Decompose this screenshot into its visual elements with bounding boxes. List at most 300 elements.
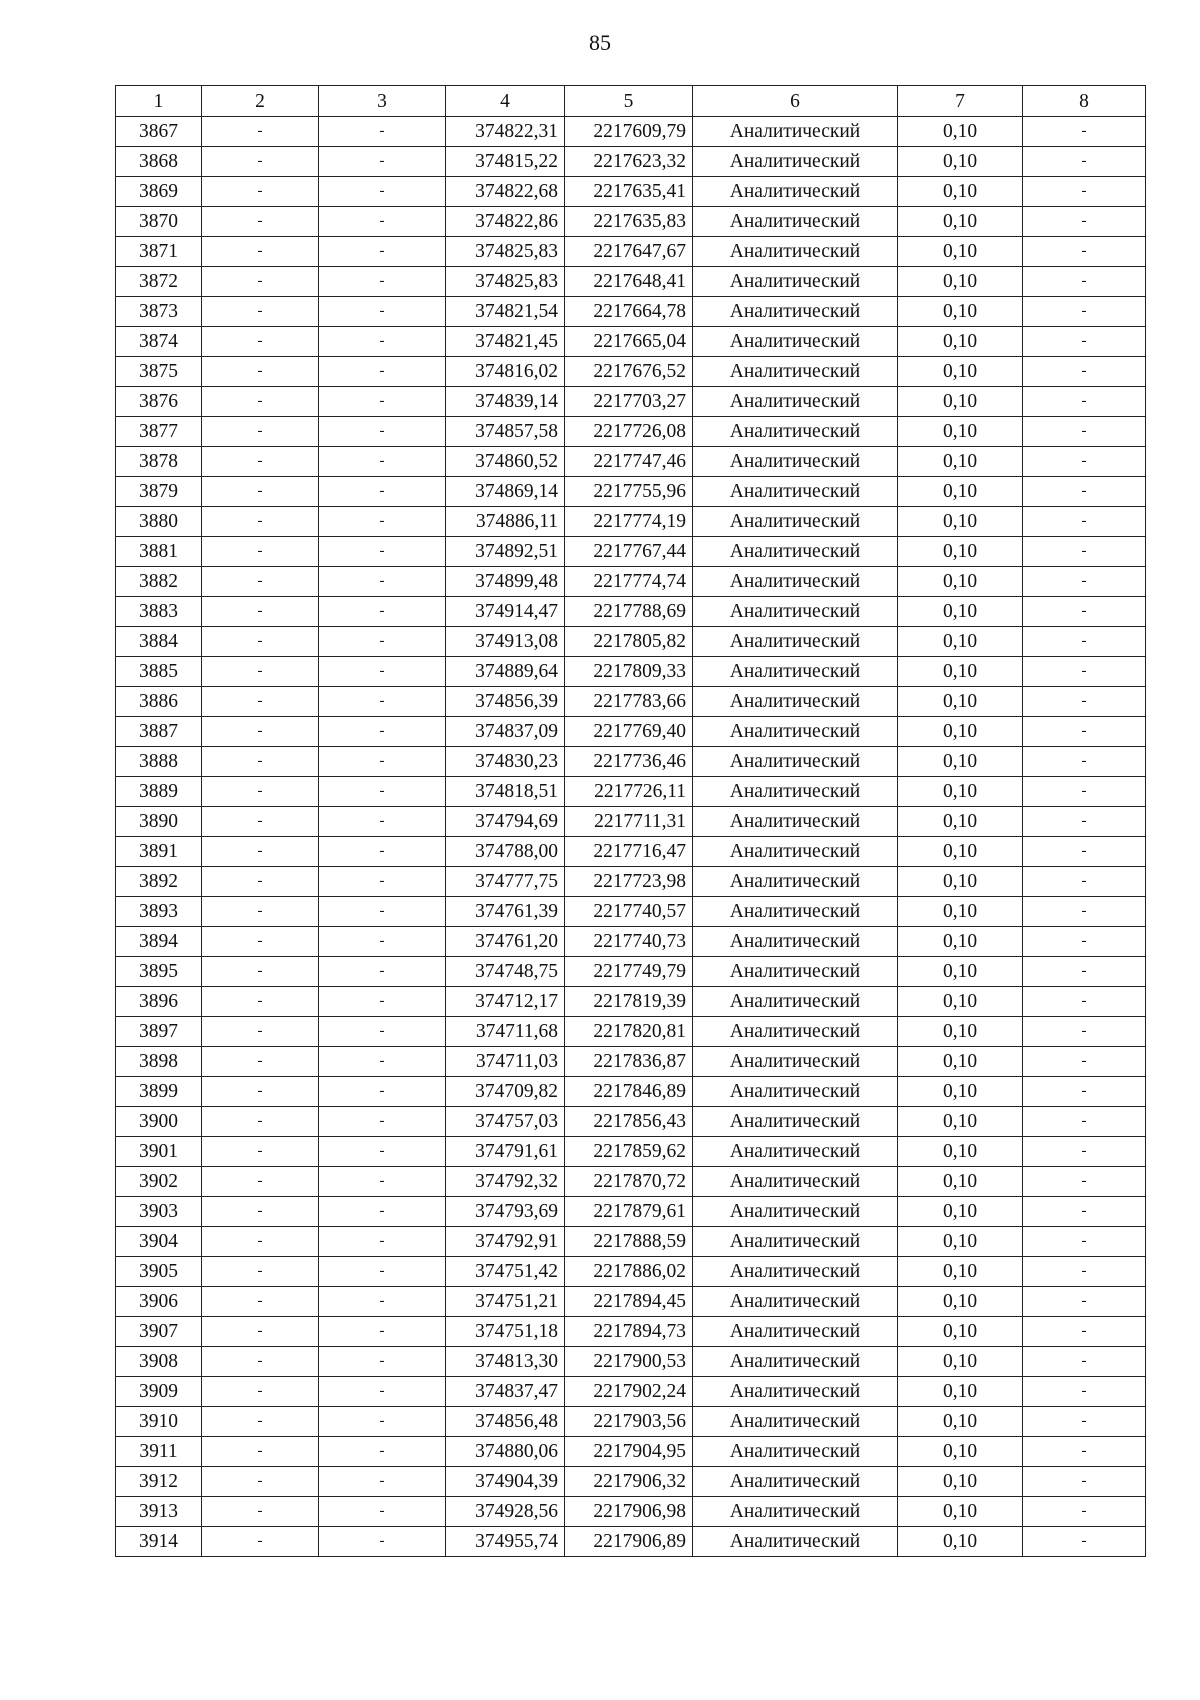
table-row [116,267,1146,297]
table-row [116,1107,1146,1137]
point-number-cell: 3875 [116,357,202,387]
table-row [116,927,1146,957]
accuracy-cell: 0,10 [898,1077,1023,1107]
point-number-cell: 3909 [116,1377,202,1407]
point-number-cell: 3906 [116,1287,202,1317]
y-coordinate-cell: 2217809,33 [565,657,693,687]
x-coordinate-cell: 374914,47 [446,597,565,627]
accuracy-cell: 0,10 [898,1287,1023,1317]
table-row [116,957,1146,987]
y-coordinate-cell: 2217894,45 [565,1287,693,1317]
point-number-cell: 3893 [116,897,202,927]
col2-cell: - [202,267,319,297]
col2-cell: - [202,1137,319,1167]
y-coordinate-cell: 2217820,81 [565,1017,693,1047]
point-number-cell: 3876 [116,387,202,417]
y-coordinate-cell: 2217906,32 [565,1467,693,1497]
col8-cell: - [1023,717,1146,747]
y-coordinate-cell: 2217870,72 [565,1167,693,1197]
col2-cell: - [202,1377,319,1407]
point-number-cell: 3885 [116,657,202,687]
col3-cell: - [319,387,446,417]
method-cell: Аналитический [693,177,898,207]
col3-cell: - [319,1047,446,1077]
y-coordinate-cell: 2217788,69 [565,597,693,627]
y-coordinate-cell: 2217836,87 [565,1047,693,1077]
table-body [116,117,1146,1557]
col3-cell: - [319,807,446,837]
table-row [116,357,1146,387]
y-coordinate-cell: 2217623,32 [565,147,693,177]
point-number-cell: 3884 [116,627,202,657]
point-number-cell: 3898 [116,1047,202,1077]
method-cell: Аналитический [693,1377,898,1407]
x-coordinate-cell: 374822,68 [446,177,565,207]
col8-cell: - [1023,837,1146,867]
method-cell: Аналитический [693,1047,898,1077]
method-cell: Аналитический [693,1437,898,1467]
point-number-cell: 3901 [116,1137,202,1167]
column-header: 2 [202,86,319,117]
y-coordinate-cell: 2217664,78 [565,297,693,327]
col2-cell: - [202,477,319,507]
point-number-cell: 3907 [116,1317,202,1347]
method-cell: Аналитический [693,987,898,1017]
x-coordinate-cell: 374794,69 [446,807,565,837]
col8-cell: - [1023,387,1146,417]
col2-cell: - [202,1257,319,1287]
accuracy-cell: 0,10 [898,837,1023,867]
accuracy-cell: 0,10 [898,747,1023,777]
col3-cell: - [319,357,446,387]
accuracy-cell: 0,10 [898,657,1023,687]
table-row [116,327,1146,357]
x-coordinate-cell: 374712,17 [446,987,565,1017]
x-coordinate-cell: 374751,42 [446,1257,565,1287]
y-coordinate-cell: 2217665,04 [565,327,693,357]
col2-cell: - [202,237,319,267]
col2-cell: - [202,1047,319,1077]
x-coordinate-cell: 374788,00 [446,837,565,867]
column-header: 7 [898,86,1023,117]
y-coordinate-cell: 2217711,31 [565,807,693,837]
accuracy-cell: 0,10 [898,387,1023,417]
table-row [116,987,1146,1017]
col3-cell: - [319,1467,446,1497]
col8-cell: - [1023,537,1146,567]
x-coordinate-cell: 374792,32 [446,1167,565,1197]
method-cell: Аналитический [693,357,898,387]
accuracy-cell: 0,10 [898,897,1023,927]
x-coordinate-cell: 374761,39 [446,897,565,927]
col2-cell: - [202,1107,319,1137]
x-coordinate-cell: 374860,52 [446,447,565,477]
y-coordinate-cell: 2217747,46 [565,447,693,477]
table-row [116,807,1146,837]
accuracy-cell: 0,10 [898,927,1023,957]
col3-cell: - [319,837,446,867]
col8-cell: - [1023,597,1146,627]
col3-cell: - [319,1227,446,1257]
y-coordinate-cell: 2217900,53 [565,1347,693,1377]
column-header: 3 [319,86,446,117]
col8-cell: - [1023,177,1146,207]
col3-cell: - [319,327,446,357]
method-cell: Аналитический [693,1467,898,1497]
method-cell: Аналитический [693,327,898,357]
col3-cell: - [319,657,446,687]
table-row [116,417,1146,447]
accuracy-cell: 0,10 [898,177,1023,207]
accuracy-cell: 0,10 [898,1227,1023,1257]
point-number-cell: 3914 [116,1527,202,1557]
x-coordinate-cell: 374748,75 [446,957,565,987]
col8-cell: - [1023,477,1146,507]
x-coordinate-cell: 374889,64 [446,657,565,687]
accuracy-cell: 0,10 [898,1437,1023,1467]
col8-cell: - [1023,807,1146,837]
x-coordinate-cell: 374821,45 [446,327,565,357]
col2-cell: - [202,897,319,927]
col8-cell: - [1023,1317,1146,1347]
col3-cell: - [319,1257,446,1287]
accuracy-cell: 0,10 [898,1047,1023,1077]
x-coordinate-cell: 374837,09 [446,717,565,747]
y-coordinate-cell: 2217703,27 [565,387,693,417]
point-number-cell: 3905 [116,1257,202,1287]
x-coordinate-cell: 374825,83 [446,237,565,267]
accuracy-cell: 0,10 [898,867,1023,897]
col3-cell: - [319,477,446,507]
x-coordinate-cell: 374709,82 [446,1077,565,1107]
table-row [116,297,1146,327]
y-coordinate-cell: 2217819,39 [565,987,693,1017]
col3-cell: - [319,1137,446,1167]
col2-cell: - [202,687,319,717]
table-row [116,747,1146,777]
accuracy-cell: 0,10 [898,1467,1023,1497]
col2-cell: - [202,1467,319,1497]
table-row [116,567,1146,597]
point-number-cell: 3878 [116,447,202,477]
col2-cell: - [202,327,319,357]
x-coordinate-cell: 374821,54 [446,297,565,327]
table-row [116,1137,1146,1167]
col3-cell: - [319,237,446,267]
y-coordinate-cell: 2217609,79 [565,117,693,147]
x-coordinate-cell: 374757,03 [446,1107,565,1137]
accuracy-cell: 0,10 [898,237,1023,267]
col2-cell: - [202,447,319,477]
col2-cell: - [202,147,319,177]
method-cell: Аналитический [693,1017,898,1047]
point-number-cell: 3890 [116,807,202,837]
x-coordinate-cell: 374886,11 [446,507,565,537]
col2-cell: - [202,507,319,537]
table-row [116,1527,1146,1557]
col8-cell: - [1023,147,1146,177]
col2-cell: - [202,1197,319,1227]
y-coordinate-cell: 2217846,89 [565,1077,693,1107]
method-cell: Аналитический [693,1137,898,1167]
col8-cell: - [1023,1197,1146,1227]
method-cell: Аналитический [693,147,898,177]
col3-cell: - [319,207,446,237]
col8-cell: - [1023,117,1146,147]
point-number-cell: 3892 [116,867,202,897]
accuracy-cell: 0,10 [898,1407,1023,1437]
x-coordinate-cell: 374899,48 [446,567,565,597]
col2-cell: - [202,807,319,837]
accuracy-cell: 0,10 [898,1377,1023,1407]
col3-cell: - [319,777,446,807]
x-coordinate-cell: 374955,74 [446,1527,565,1557]
col2-cell: - [202,717,319,747]
col3-cell: - [319,1077,446,1107]
point-number-cell: 3886 [116,687,202,717]
method-cell: Аналитический [693,297,898,327]
table-row [116,1017,1146,1047]
col2-cell: - [202,867,319,897]
col3-cell: - [319,177,446,207]
y-coordinate-cell: 2217783,66 [565,687,693,717]
method-cell: Аналитический [693,207,898,237]
page-number: 85 [589,30,611,55]
point-number-cell: 3873 [116,297,202,327]
accuracy-cell: 0,10 [898,417,1023,447]
point-number-cell: 3894 [116,927,202,957]
y-coordinate-cell: 2217894,73 [565,1317,693,1347]
col8-cell: - [1023,1287,1146,1317]
y-coordinate-cell: 2217859,62 [565,1137,693,1167]
col2-cell: - [202,1317,319,1347]
x-coordinate-cell: 374825,83 [446,267,565,297]
accuracy-cell: 0,10 [898,1497,1023,1527]
col8-cell: - [1023,627,1146,657]
y-coordinate-cell: 2217723,98 [565,867,693,897]
table-row [116,777,1146,807]
method-cell: Аналитический [693,1197,898,1227]
x-coordinate-cell: 374751,21 [446,1287,565,1317]
col2-cell: - [202,387,319,417]
accuracy-cell: 0,10 [898,627,1023,657]
y-coordinate-cell: 2217879,61 [565,1197,693,1227]
col2-cell: - [202,1167,319,1197]
x-coordinate-cell: 374869,14 [446,477,565,507]
method-cell: Аналитический [693,1257,898,1287]
col8-cell: - [1023,1467,1146,1497]
table-row [116,147,1146,177]
y-coordinate-cell: 2217888,59 [565,1227,693,1257]
method-cell: Аналитический [693,477,898,507]
col8-cell: - [1023,1497,1146,1527]
col3-cell: - [319,1317,446,1347]
col2-cell: - [202,357,319,387]
accuracy-cell: 0,10 [898,1197,1023,1227]
col8-cell: - [1023,1527,1146,1557]
col8-cell: - [1023,987,1146,1017]
x-coordinate-cell: 374857,58 [446,417,565,447]
table-row [116,717,1146,747]
point-number-cell: 3896 [116,987,202,1017]
col8-cell: - [1023,1137,1146,1167]
method-cell: Аналитический [693,417,898,447]
col8-cell: - [1023,897,1146,927]
col3-cell: - [319,687,446,717]
method-cell: Аналитический [693,777,898,807]
x-coordinate-cell: 374913,08 [446,627,565,657]
y-coordinate-cell: 2217774,19 [565,507,693,537]
col3-cell: - [319,417,446,447]
accuracy-cell: 0,10 [898,1257,1023,1287]
x-coordinate-cell: 374856,39 [446,687,565,717]
accuracy-cell: 0,10 [898,297,1023,327]
point-number-cell: 3910 [116,1407,202,1437]
col8-cell: - [1023,417,1146,447]
accuracy-cell: 0,10 [898,597,1023,627]
column-header: 4 [446,86,565,117]
point-number-cell: 3879 [116,477,202,507]
col8-cell: - [1023,297,1146,327]
method-cell: Аналитический [693,837,898,867]
col8-cell: - [1023,1257,1146,1287]
col8-cell: - [1023,867,1146,897]
y-coordinate-cell: 2217635,41 [565,177,693,207]
point-number-cell: 3882 [116,567,202,597]
col8-cell: - [1023,507,1146,537]
method-cell: Аналитический [693,717,898,747]
method-cell: Аналитический [693,1107,898,1137]
col3-cell: - [319,927,446,957]
col2-cell: - [202,627,319,657]
col3-cell: - [319,627,446,657]
x-coordinate-cell: 374904,39 [446,1467,565,1497]
col2-cell: - [202,1407,319,1437]
table-row [116,477,1146,507]
accuracy-cell: 0,10 [898,1527,1023,1557]
table-row [116,1437,1146,1467]
y-coordinate-cell: 2217736,46 [565,747,693,777]
method-cell: Аналитический [693,1317,898,1347]
method-cell: Аналитический [693,1167,898,1197]
y-coordinate-cell: 2217755,96 [565,477,693,507]
method-cell: Аналитический [693,597,898,627]
table-header-row [116,86,1146,117]
col2-cell: - [202,207,319,237]
col2-cell: - [202,417,319,447]
col2-cell: - [202,957,319,987]
method-cell: Аналитический [693,1497,898,1527]
coordinates-table [115,85,1146,1557]
method-cell: Аналитический [693,1287,898,1317]
method-cell: Аналитический [693,807,898,837]
method-cell: Аналитический [693,1227,898,1257]
table-row [116,1407,1146,1437]
x-coordinate-cell: 374816,02 [446,357,565,387]
method-cell: Аналитический [693,627,898,657]
point-number-cell: 3908 [116,1347,202,1377]
table-row [116,507,1146,537]
y-coordinate-cell: 2217805,82 [565,627,693,657]
accuracy-cell: 0,10 [898,687,1023,717]
col3-cell: - [319,1527,446,1557]
col8-cell: - [1023,447,1146,477]
method-cell: Аналитический [693,387,898,417]
accuracy-cell: 0,10 [898,537,1023,567]
y-coordinate-cell: 2217740,57 [565,897,693,927]
table-row [116,387,1146,417]
col2-cell: - [202,747,319,777]
table-row [116,837,1146,867]
col8-cell: - [1023,1017,1146,1047]
col8-cell: - [1023,777,1146,807]
table-row [116,207,1146,237]
x-coordinate-cell: 374928,56 [446,1497,565,1527]
table-row [116,1377,1146,1407]
col8-cell: - [1023,327,1146,357]
table-row [116,1227,1146,1257]
point-number-cell: 3883 [116,597,202,627]
accuracy-cell: 0,10 [898,477,1023,507]
col8-cell: - [1023,237,1146,267]
x-coordinate-cell: 374792,91 [446,1227,565,1257]
col3-cell: - [319,1287,446,1317]
table-row [116,237,1146,267]
col3-cell: - [319,987,446,1017]
col2-cell: - [202,987,319,1017]
col3-cell: - [319,1167,446,1197]
accuracy-cell: 0,10 [898,717,1023,747]
col8-cell: - [1023,657,1146,687]
col3-cell: - [319,747,446,777]
y-coordinate-cell: 2217903,56 [565,1407,693,1437]
x-coordinate-cell: 374711,68 [446,1017,565,1047]
col2-cell: - [202,597,319,627]
y-coordinate-cell: 2217886,02 [565,1257,693,1287]
y-coordinate-cell: 2217726,08 [565,417,693,447]
method-cell: Аналитический [693,507,898,537]
method-cell: Аналитический [693,567,898,597]
point-number-cell: 3897 [116,1017,202,1047]
y-coordinate-cell: 2217647,67 [565,237,693,267]
table-row [116,1467,1146,1497]
y-coordinate-cell: 2217716,47 [565,837,693,867]
col8-cell: - [1023,927,1146,957]
table-row [116,537,1146,567]
method-cell: Аналитический [693,537,898,567]
x-coordinate-cell: 374892,51 [446,537,565,567]
col2-cell: - [202,1017,319,1047]
accuracy-cell: 0,10 [898,357,1023,387]
col3-cell: - [319,1347,446,1377]
accuracy-cell: 0,10 [898,777,1023,807]
col3-cell: - [319,867,446,897]
col8-cell: - [1023,1107,1146,1137]
point-number-cell: 3868 [116,147,202,177]
method-cell: Аналитический [693,1347,898,1377]
table-row [116,447,1146,477]
table-row [116,1167,1146,1197]
col2-cell: - [202,657,319,687]
col8-cell: - [1023,1077,1146,1107]
table-row [116,117,1146,147]
col8-cell: - [1023,357,1146,387]
column-header: 8 [1023,86,1146,117]
col2-cell: - [202,567,319,597]
table-row [116,1497,1146,1527]
col8-cell: - [1023,687,1146,717]
method-cell: Аналитический [693,657,898,687]
